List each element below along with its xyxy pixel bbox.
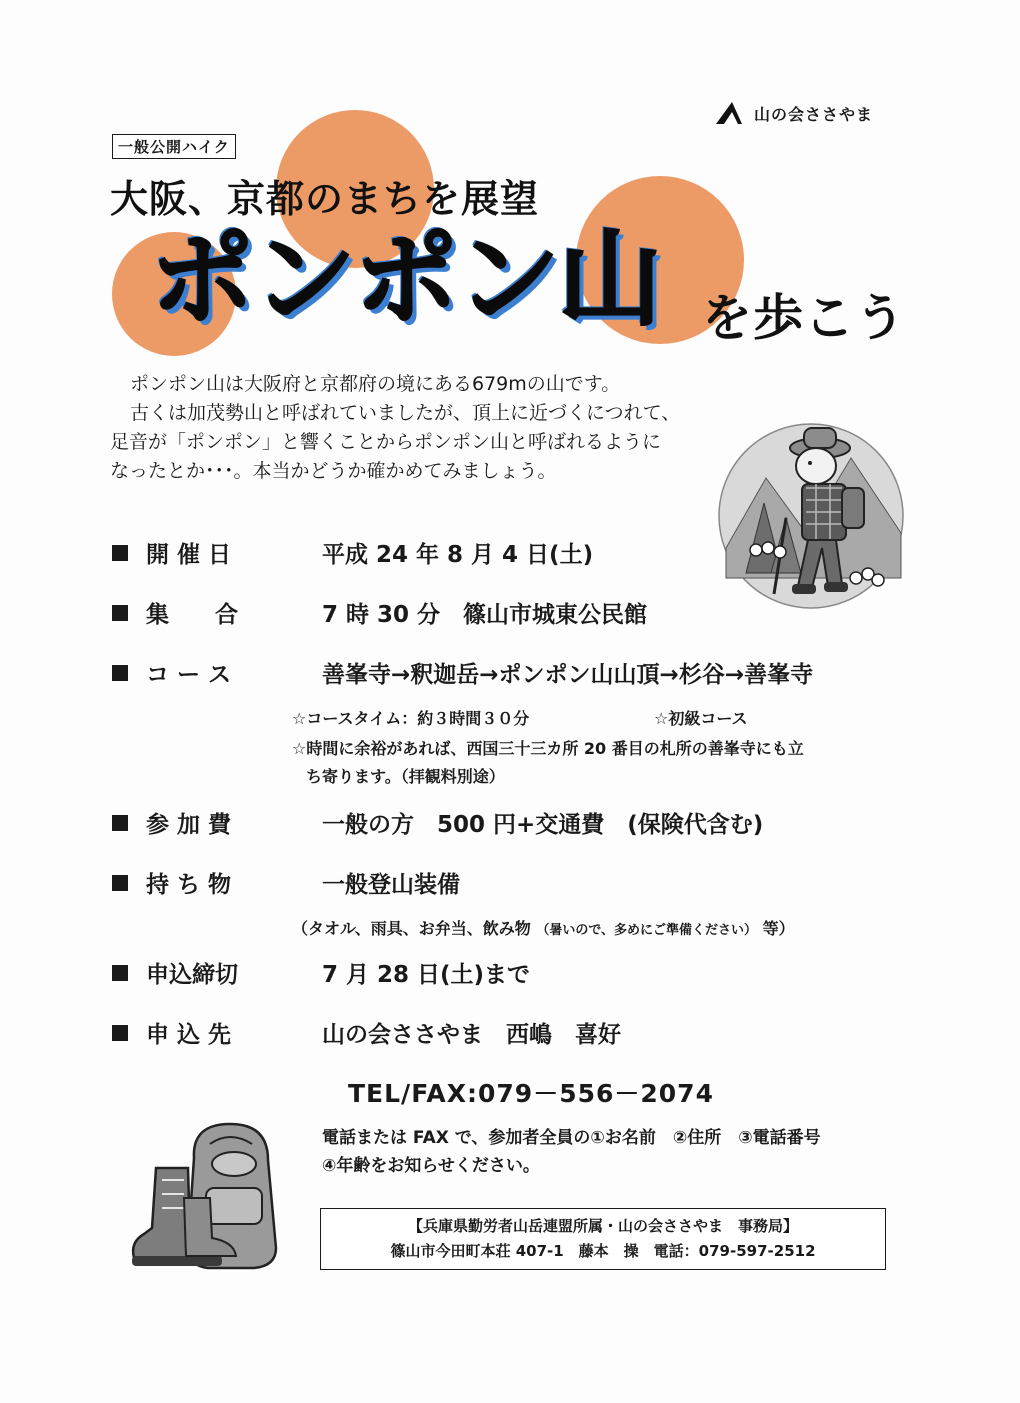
square-bullet-icon [112,665,128,681]
org-name: 山の会ささやま [754,104,874,124]
items-note-end: 等） [762,919,795,938]
square-bullet-icon [112,1025,128,1041]
apply-instructions [322,1124,821,1180]
detail-meeting [112,596,647,629]
course-time-note: ☆コースタイム：約３時間３０分 [292,709,530,728]
detail-value: 一般の方 500 円+交通費 (保険代含む) [322,812,764,838]
intro-line: ポンポン山は大阪府と京都府の境にある679mの山です。 [130,373,621,395]
detail-deadline [112,956,530,989]
items-note-small: （暑いので、多めにご準備ください） [536,923,758,938]
square-bullet-icon [112,815,128,831]
office-line: 【兵庫県勤労者山岳連盟所属・山の会ささやま 事務局】 [407,1217,798,1235]
boots-backpack-illustration [126,1118,292,1278]
detail-value: 7 月 28 日(土)まで [322,962,531,988]
square-bullet-icon [112,545,128,561]
org-logo [714,100,873,126]
course-extra-note: ち寄ります。（拝観料別途） [306,767,505,786]
office-info-box [320,1208,886,1270]
course-extra-note: ☆時間に余裕があれば、西国三十三カ所 20 番目の札所の善峯寺にも立 [292,739,804,758]
page-title: ポンポン山 [150,218,661,340]
intro-paragraph [110,370,720,486]
tel-fax: TEL/FAX:079－556－2074 [348,1079,714,1108]
mountain-logo-icon [714,100,744,126]
items-note [292,916,795,939]
detail-course [112,656,813,689]
detail-label: 開 催 日 [146,542,232,568]
event-tag: 一般公開ハイク [112,134,236,159]
detail-value: 7 時 30 分 篠山市城東公民館 [322,602,648,628]
course-level-note: ☆初級コース [654,709,748,728]
detail-value: 平成 24 年 8 月 4 日(土) [322,542,594,568]
square-bullet-icon [112,605,128,621]
detail-label: 参 加 費 [146,812,232,838]
intro-line: なったとか･･･。本当かどうか確かめてみましょう。 [110,460,557,482]
detail-value: 善峯寺→釈迦岳→ポンポン山山頂→杉谷→善峯寺 [322,662,814,688]
detail-label: 集 合 [146,602,238,628]
detail-fee [112,806,763,839]
detail-value: 山の会ささやま 西嶋 喜好 [322,1022,621,1048]
apply-line: 電話または FAX で、参加者全員の①お名前 ②住所 ③電話番号 [322,1128,821,1148]
square-bullet-icon [112,965,128,981]
square-bullet-icon [112,875,128,891]
detail-contact [112,1016,621,1049]
hiker-illustration [716,408,906,613]
detail-items [112,866,460,899]
detail-value: 一般登山装備 [322,872,460,898]
items-note-main: （タオル、雨具、お弁当、飲み物 [292,919,531,938]
office-line: 篠山市今田町本荘 407-1 藤本 操 電話：079-597-2512 [390,1242,816,1260]
detail-label: コ ー ス [146,662,232,688]
subtitle: 大阪、京都のまちを展望 [110,177,540,221]
intro-line: 古くは加茂勢山と呼ばれていましたが、頂上に近づくにつれて、 [130,402,681,424]
detail-label: 持 ち 物 [146,872,232,898]
apply-line: ④年齢をお知らせください。 [322,1156,540,1176]
title-suffix: を歩こう [702,289,906,347]
detail-label: 申 込 先 [146,1022,232,1048]
intro-line: 足音が「ポンポン」と響くことからポンポン山と呼ばれるように [110,431,662,453]
detail-label: 申込締切 [146,962,238,988]
detail-date [112,536,593,569]
